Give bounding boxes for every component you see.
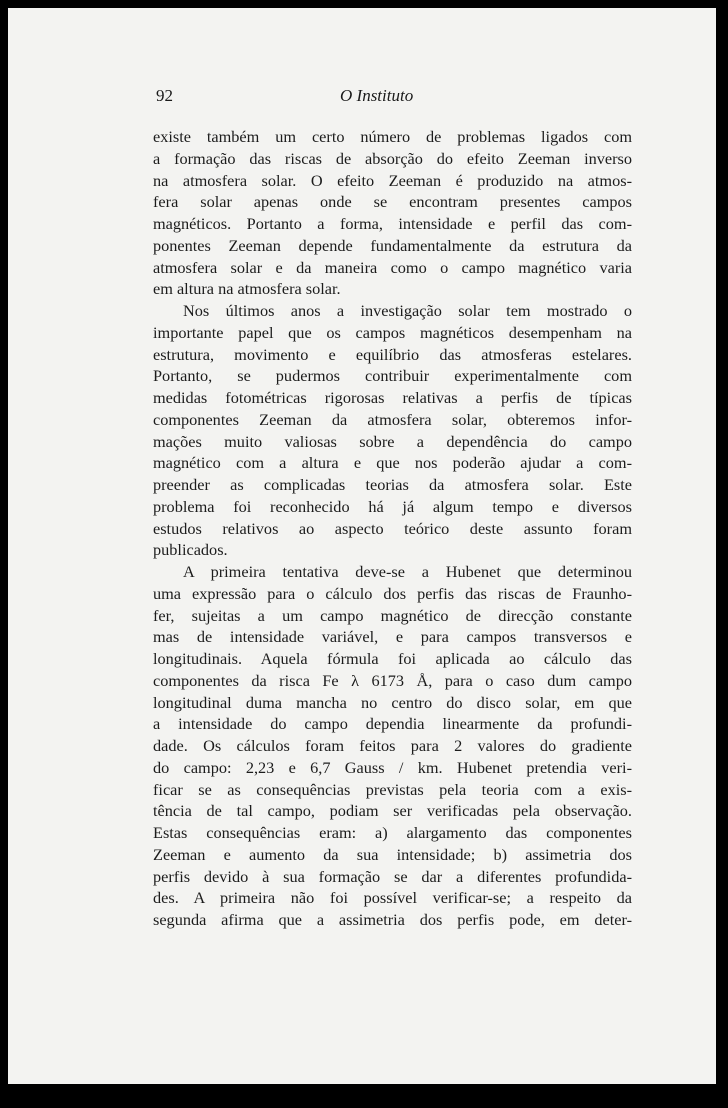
text-line: preender as complicadas teorias da atmosfera solar. Este xyxy=(153,475,632,494)
paragraph-3 xyxy=(153,561,632,931)
text-line: mas de intensidade variável, e para campos transversos e xyxy=(153,627,632,647)
text-line: existe também um certo número de problemas ligados com xyxy=(153,127,632,146)
text-line: em altura na atmosfera solar. xyxy=(153,279,341,299)
text-line: tência de tal campo, podiam ser verificadas pela observação. xyxy=(153,801,632,821)
text-line: importante papel que os campos magnéticos desempenham na xyxy=(153,322,632,342)
text-line: A primeira tentativa deve-se a Hubenet que determinou xyxy=(183,562,632,581)
page xyxy=(8,8,716,1084)
text-line: longitudinais. Aquela fórmula foi aplicada ao cálculo das xyxy=(153,649,632,668)
text-line: estrutura, movimento e equilíbrio das atmosferas estelares. xyxy=(153,344,632,364)
text-line: estudos relativos ao aspecto teórico deste assunto foram xyxy=(153,518,632,538)
text-line: componentes Zeeman da atmosfera solar, obteremos infor- xyxy=(153,409,632,429)
text-line: dade. Os cálculos foram feitos para 2 valores do gradiente xyxy=(153,736,632,755)
text-line: Estas consequências eram: a) alargamento das componentes xyxy=(153,823,632,842)
text-line: publicados. xyxy=(153,540,228,560)
text-line: fera solar apenas onde se encontram presentes campos xyxy=(153,192,632,212)
text-line: mações muito valiosas sobre a dependência do campo xyxy=(153,431,632,451)
text-line: uma expressão para o cálculo dos perfis das riscas de Fraunho- xyxy=(153,583,632,603)
text-line: Nos últimos anos a investigação solar tem mostrado o xyxy=(183,301,632,320)
text-line: componentes da risca Fe λ 6173 Å, para o caso dum campo xyxy=(153,670,632,690)
text-line: problema foi reconhecido há já algum tempo e diversos xyxy=(153,496,632,516)
text-line: medidas fotométricas rigorosas relativas a perfis de típicas xyxy=(153,388,632,407)
text-line: Portanto, se pudermos contribuir experimentalmente com xyxy=(153,366,632,386)
text-line: segunda afirma que a assimetria dos perfis pode, em deter- xyxy=(153,910,632,929)
text-line: magnético com a altura e que nos poderão ajudar a com- xyxy=(153,453,632,473)
text-line: fer, sujeitas a um campo magnético de direcção constante xyxy=(153,605,632,625)
paragraph-2 xyxy=(153,300,632,561)
text-line: Zeeman e aumento da sua intensidade; b) assimetria dos xyxy=(153,844,632,864)
body-text xyxy=(153,126,632,931)
page-number: 92 xyxy=(156,86,173,105)
text-line: a intensidade do campo dependia linearmente da profundi- xyxy=(153,714,632,734)
text-line: a formação das riscas de absorção do efeito Zeeman inverso xyxy=(153,148,632,168)
text-line: perfis devido à sua formação se dar a diferentes profundida- xyxy=(153,866,632,886)
page-header xyxy=(156,82,632,110)
text-line: na atmosfera solar. O efeito Zeeman é produzido na atmos- xyxy=(153,170,632,190)
text-line: do campo: 2,23 e 6,7 Gauss / km. Hubenet pretendia veri- xyxy=(153,757,632,777)
text-line: magnéticos. Portanto a forma, intensidade e perfil das com- xyxy=(153,214,632,233)
text-line: ficar se as consequências previstas pela teoria com a exis- xyxy=(153,779,632,799)
text-line: ponentes Zeeman depende fundamentalmente da estrutura da xyxy=(153,235,632,255)
text-line: des. A primeira não foi possível verificar-se; a respeito da xyxy=(153,888,632,908)
running-title: O Instituto xyxy=(340,86,414,105)
text-line: longitudinal duma mancha no centro do disco solar, em que xyxy=(153,692,632,712)
paragraph-1 xyxy=(153,126,632,300)
text-line: atmosfera solar e da maneira como o campo magnético varia xyxy=(153,257,632,277)
